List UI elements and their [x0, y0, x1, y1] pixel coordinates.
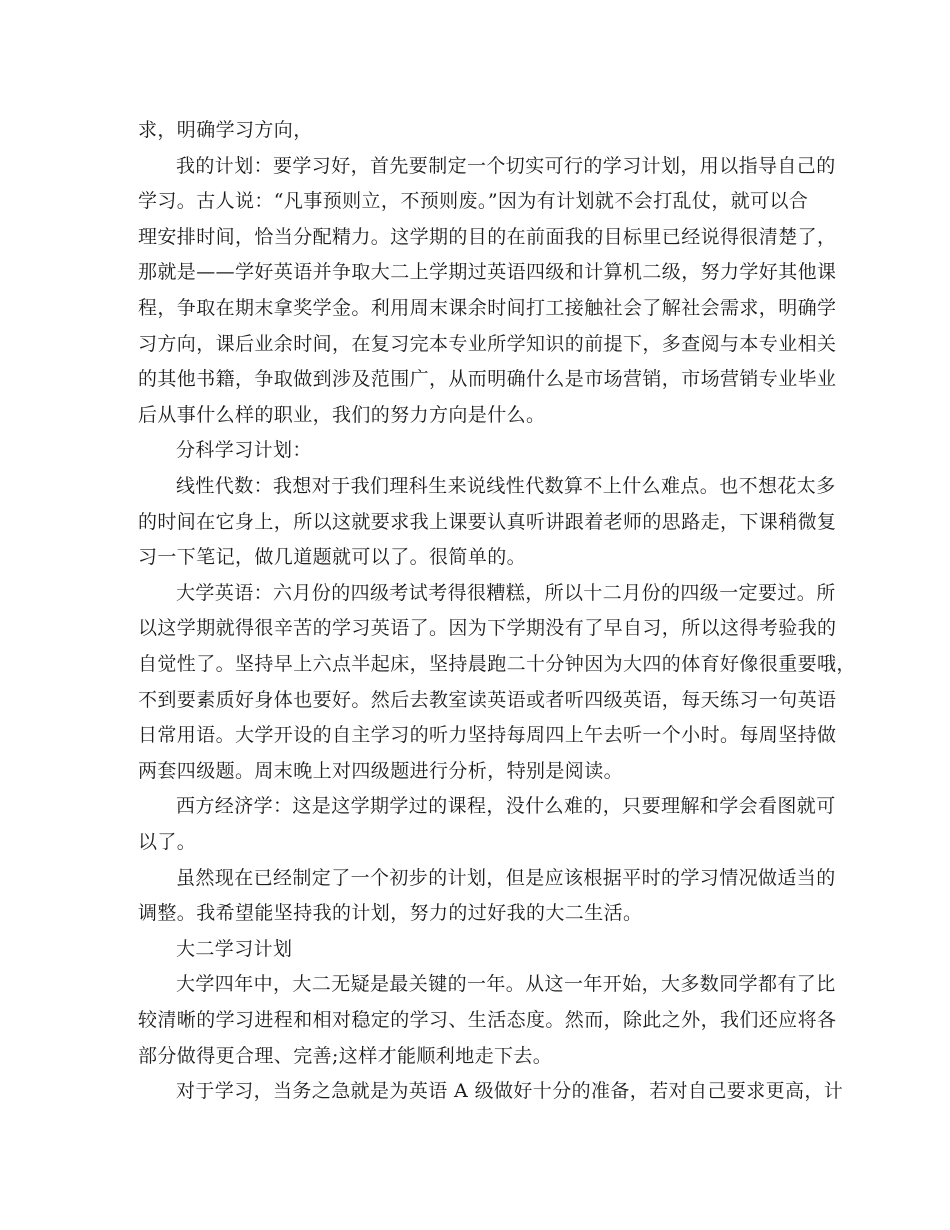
text-line: 调整。我希望能坚持我的计划，努力的过好我的大二生活。: [138, 902, 643, 924]
text-line: 理安排时间，恰当分配精力。这学期的目的在前面我的目标里已经说得很清楚了，: [138, 226, 837, 248]
text-line: 西方经济学：这是这学期学过的课程，没什么难的，只要理解和学会看图就可: [176, 795, 836, 817]
text-line: 大学四年中，大二无疑是最关键的一年。从这一年开始，大多数同学都有了比: [176, 973, 836, 995]
text-line: 以这学期就得很辛苦的学习英语了。因为下学期没有了早自习，所以这得考验我的: [138, 617, 837, 639]
text-line: 程，争取在期末拿奖学金。利用周末课余时间打工接触社会了解社会需求，明确学: [138, 297, 837, 319]
text-line: 不到要素质好身体也要好。然后去教室读英语或者听四级英语，每天练习一句英语: [138, 689, 837, 711]
text-line: 以了。: [138, 831, 197, 853]
text-line: 求，明确学习方向，: [138, 119, 313, 141]
text-line: 大学英语：六月份的四级考试考得很糟糕，所以十二月份的四级一定要过。所: [176, 582, 836, 604]
text-line: 的时间在它身上，所以这就要求我上课要认真听讲跟着老师的思路走，下课稍微复: [138, 511, 837, 533]
text-line: 虽然现在已经制定了一个初步的计划，但是应该根据平时的学习情况做适当的: [176, 867, 836, 889]
text-line: 两套四级题。周末晚上对四级题进行分析，特别是阅读。: [138, 760, 624, 782]
text-line: 后从事什么样的职业，我们的努力方向是什么。: [138, 404, 546, 426]
text-line: 线性代数：我想对于我们理科生来说线性代数算不上什么难点。也不想花太多: [176, 475, 836, 497]
text-line: 的其他书籍，争取做到涉及范围广，从而明确什么是市场营销，市场营销专业毕业: [138, 368, 837, 390]
text-line: 那就是——学好英语并争取大二上学期过英语四级和计算机二级，努力学好其他课: [138, 261, 837, 283]
text-line: 学习。古人说：“凡事预则立，不预则废。”因为有计划就不会打乱仗，就可以合: [138, 190, 809, 212]
text-line: 较清晰的学习进程和相对稳定的学习、生活态度。然而，除此之外，我们还应将各: [138, 1009, 837, 1031]
text-line: 日常用语。大学开设的自主学习的听力坚持每周四上午去听一个小时。每周坚持做: [138, 724, 837, 746]
text-line: 我的计划：要学习好，首先要制定一个切实可行的学习计划，用以指导自己的: [176, 155, 836, 177]
text-line: 习一下笔记，做几道题就可以了。很简单的。: [138, 546, 527, 568]
text-line: 对于学习，当务之急就是为英语 A 级做好十分的准备，若对自己要求更高，计: [176, 1080, 844, 1102]
text-line: 自觉性了。坚持早上六点半起床，坚持晨跑二十分钟因为大四的体育好像很重要哦，: [138, 653, 856, 675]
text-line: 分科学习计划：: [176, 439, 312, 461]
text-line: 部分做得更合理、完善;这样才能顺利地走下去。: [138, 1045, 553, 1067]
text-line: 大二学习计划: [176, 938, 293, 960]
text-line: 习方向，课后业余时间，在复习完本专业所学知识的前提下，多查阅与本专业相关: [138, 333, 837, 355]
